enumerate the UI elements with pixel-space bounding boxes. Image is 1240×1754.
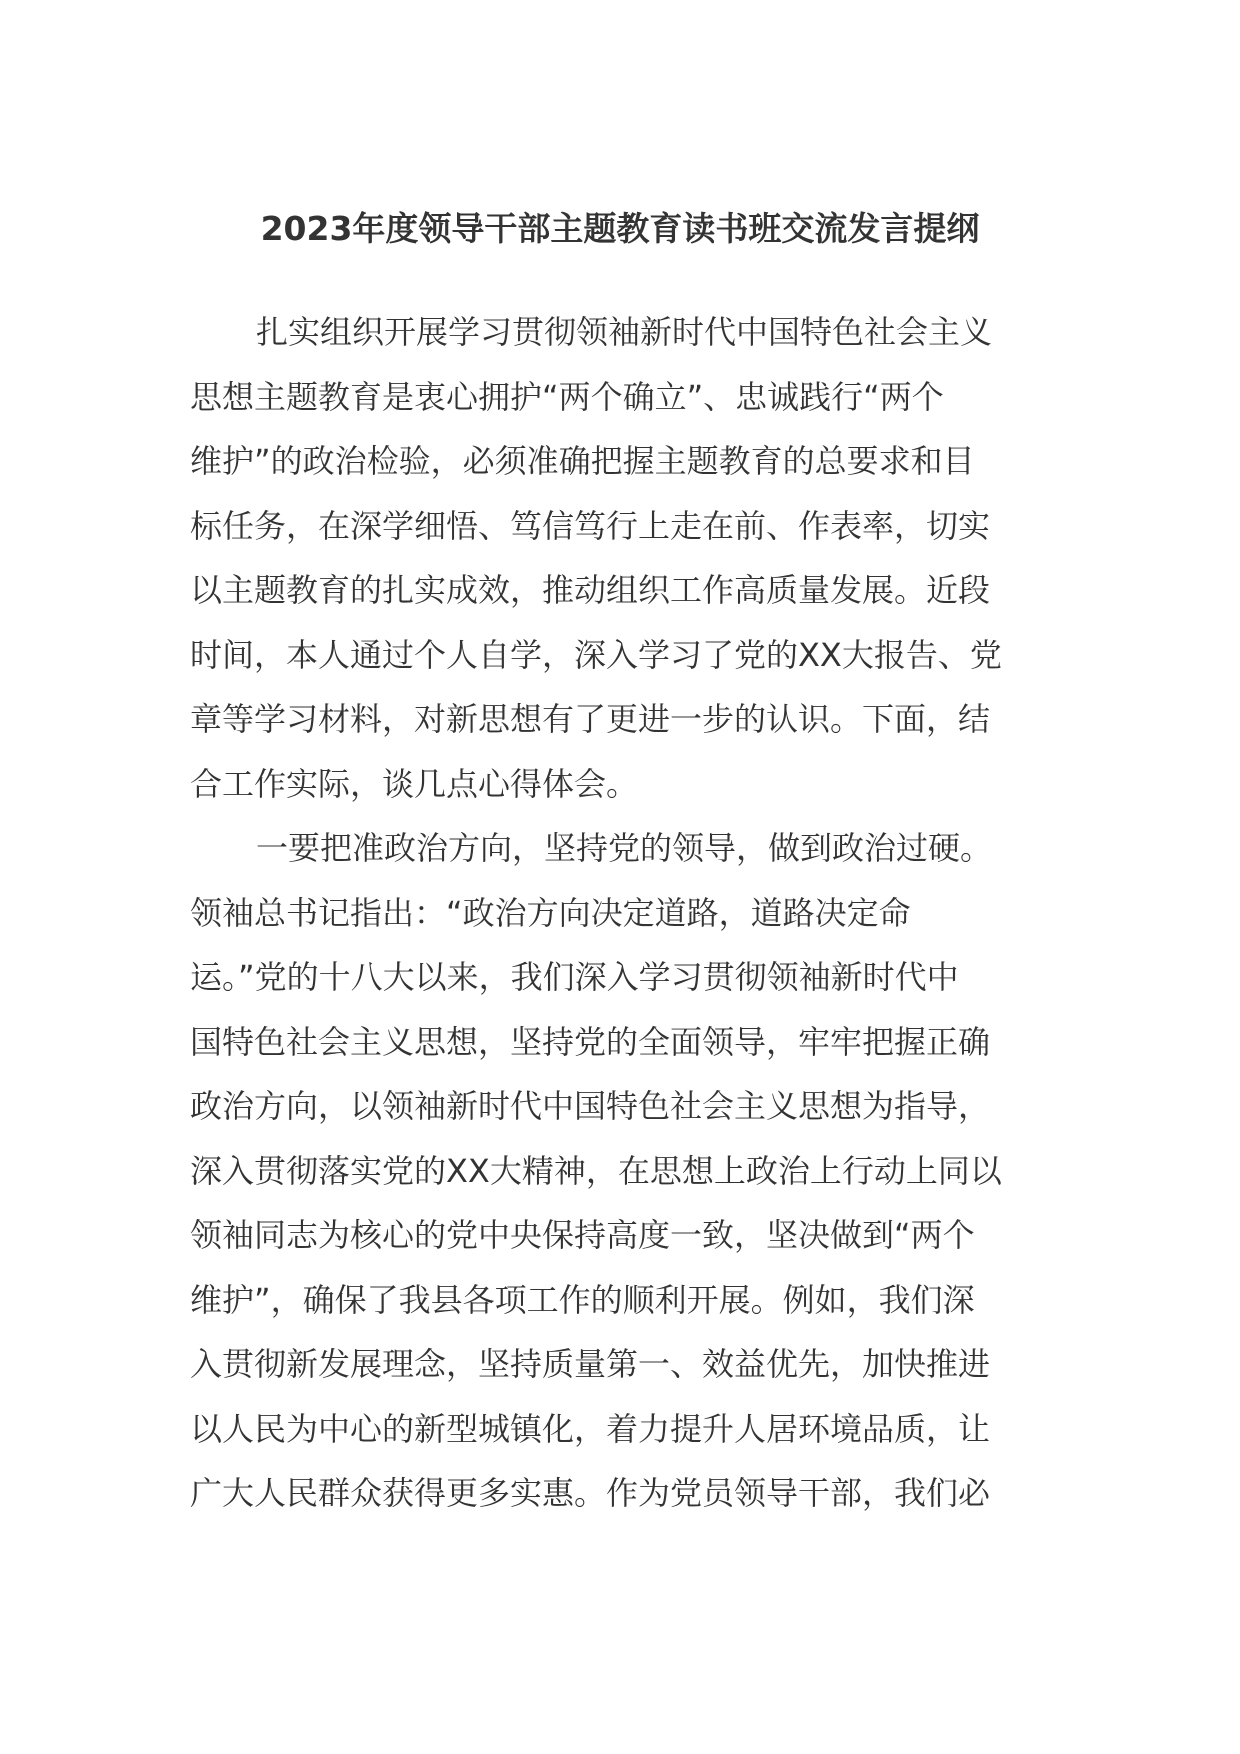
text-line: 维护”，确保了我县各项工作的顺利开展。例如，我们深 [190,1280,975,1319]
paragraph-1 [190,300,1060,816]
document-title: 2023年度领导干部主题教育读书班交流发言提纲 [260,209,980,248]
text-line: 标任务，在深学细悟、笃信笃行上走在前、作表率，切实 [190,506,991,545]
text-line: 领袖总书记指出：“政治方向决定道路，道路决定命 [190,893,911,932]
text-line: 运。”党的十八大以来，我们深入学习贯彻领袖新时代中 [190,958,959,996]
text-line: 一要把准政治方向，坚持党的领导，做到政治过硬。 [256,829,993,867]
text-line: 国特色社会主义思想，坚持党的全面领导，牢牢把握正确 [190,1022,991,1061]
text-line: 入贯彻新发展理念，坚持质量第一、效益优先，加快推进 [190,1345,991,1383]
text-line: 以主题教育的扎实成效，推动组织工作高质量发展。近段 [190,571,991,609]
text-line: 合工作实际，谈几点心得体会。 [190,764,639,803]
text-line: 以人民为中心的新型城镇化，着力提升人居环境品质，让 [190,1409,991,1448]
text-line: 深入贯彻落实党的XX大精神，在思想上政治上行动上同以 [190,1151,1002,1190]
document-body [190,300,1060,1526]
paragraph-2 [190,816,1060,1526]
text-line: 广大人民群众获得更多实惠。作为党员领导干部，我们必 [190,1474,991,1512]
text-line: 章等学习材料，对新思想有了更进一步的认识。下面，结 [190,700,991,738]
text-line: 领袖同志为核心的党中央保持高度一致，坚决做到“两个 [190,1216,975,1254]
text-line: 思想主题教育是衷心拥护“两个确立”、忠诚践行“两个 [190,377,944,416]
text-line: 维护”的政治检验，必须准确把握主题教育的总要求和目 [190,442,975,480]
text-line: 时间，本人通过个人自学，深入学习了党的XX大报告、党 [190,635,1002,674]
text-line: 扎实组织开展学习贯彻领袖新时代中国特色社会主义 [256,313,993,351]
text-line: 政治方向，以领袖新时代中国特色社会主义思想为指导， [190,1087,991,1125]
